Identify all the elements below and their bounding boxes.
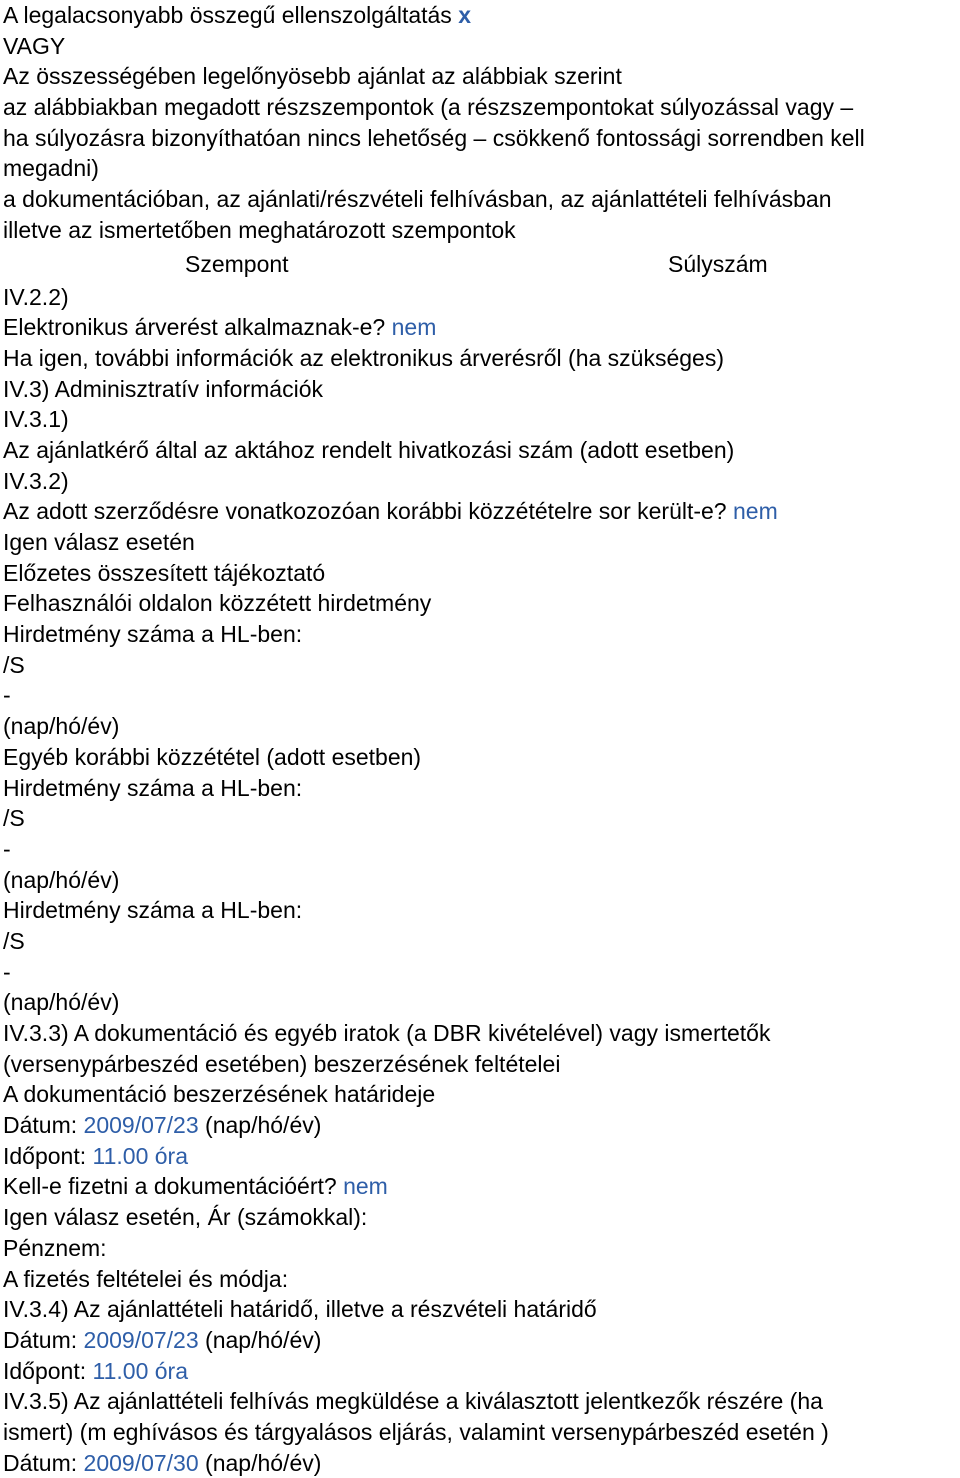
criteria-table-header bbox=[3, 246, 960, 282]
lowest-price-mark: x bbox=[458, 2, 471, 28]
documents-time-value: 11.00 óra bbox=[92, 1142, 189, 1169]
prev-section: IV.3.2) bbox=[3, 467, 69, 494]
notice-number-3: Hirdetmény száma a HL-ben: bbox=[3, 897, 303, 924]
pin-line: Előzetes összesített tájékoztató bbox=[3, 559, 326, 586]
documents-pay-question: Kell-e fizetni a dokumentációért? bbox=[3, 1173, 337, 1200]
tender-time-value: 11.00 óra bbox=[92, 1357, 189, 1384]
weight-column-header: Súlyszám bbox=[668, 250, 768, 277]
admin-heading: IV.3) Adminisztratív információk bbox=[3, 375, 323, 402]
tender-deadline-section: IV.3.4) Az ajánlattételi határidő, illetve a részvételi határidő bbox=[3, 1296, 597, 1323]
date-format-3: (nap/hó/év) bbox=[3, 989, 120, 1016]
documents-section-line-1: IV.3.3) A dokumentáció és egyéb iratok (a DBR kivételével) vagy ismertetők bbox=[3, 1020, 771, 1046]
documents-pay-answer: nem bbox=[343, 1173, 388, 1200]
tender-date-label: Dátum: bbox=[3, 1326, 78, 1353]
tender-date-format: (nap/hó/év) bbox=[205, 1326, 322, 1353]
documents-payment-terms: A fizetés feltételei és módja: bbox=[3, 1265, 289, 1292]
invitation-date-format: (nap/hó/év) bbox=[205, 1449, 322, 1476]
slash-s-2: /S bbox=[3, 805, 25, 832]
date-format-1: (nap/hó/év) bbox=[3, 713, 120, 740]
tender-time-line bbox=[3, 1356, 960, 1387]
buyer-profile-line: Felhasználói oldalon közzétett hirdetmény bbox=[3, 590, 432, 617]
prev-answer: nem bbox=[733, 498, 778, 525]
slash-s-3: /S bbox=[3, 927, 25, 954]
tender-date-value: 2009/07/23 bbox=[83, 1326, 199, 1353]
documents-date-label: Dátum: bbox=[3, 1112, 78, 1139]
notice-number-2: Hirdetmény száma a HL-ben: bbox=[3, 774, 303, 801]
ref-section: IV.3.1) bbox=[3, 406, 69, 433]
documents-date-value: 2009/07/23 bbox=[83, 1112, 199, 1139]
if-yes: Igen válasz esetén bbox=[3, 529, 195, 555]
notice-number-1: Hirdetmény száma a HL-ben: bbox=[3, 621, 303, 648]
ref-text: Az ajánlatkérő által az aktához rendelt hivatkozási szám (adott esetben) bbox=[3, 436, 735, 463]
dash-3: - bbox=[3, 958, 11, 985]
date-format-2: (nap/hó/év) bbox=[3, 866, 120, 893]
mea-intro: Az összességében legelőnyösebb ajánlat az alábbiak szerint bbox=[3, 63, 622, 90]
dash-1: - bbox=[3, 682, 11, 709]
auction-question-line bbox=[3, 312, 960, 343]
docs-line-2: illetve az ismertetőben meghatározott szempontok bbox=[3, 216, 516, 243]
subcriteria-line-1: az alábbiakban megadott részszempontok (a részszempontokat súlyozással vagy – bbox=[3, 94, 854, 121]
subcriteria-line-2: ha súlyozásra bizonyíthatóan nincs lehetőség – csökkenő fontossági sorrendben kell bbox=[3, 124, 865, 151]
invitation-date-line bbox=[3, 1448, 960, 1478]
documents-date-line bbox=[3, 1110, 960, 1141]
or-line: VAGY bbox=[3, 32, 66, 59]
other-prev-publication: Egyéb korábbi közzététel (adott esetben) bbox=[3, 743, 422, 770]
documents-currency-label: Pénznem: bbox=[3, 1234, 107, 1261]
docs-line-1: a dokumentációban, az ajánlati/részvételi felhívásban, az ajánlattételi felhívásban bbox=[3, 186, 832, 213]
auction-question: Elektronikus árverést alkalmaznak-e? bbox=[3, 314, 386, 341]
documents-time-line bbox=[3, 1141, 960, 1172]
auction-more-info: Ha igen, további információk az elektronikus árverésről (ha szükséges) bbox=[3, 344, 724, 371]
dash-2: - bbox=[3, 835, 11, 862]
tender-time-label: Időpont: bbox=[3, 1357, 87, 1384]
lowest-price-text: A legalacsonyabb összegű ellenszolgáltatás bbox=[3, 2, 452, 28]
tender-date-line bbox=[3, 1325, 960, 1356]
slash-s-1: /S bbox=[3, 651, 25, 678]
documents-deadline-label: A dokumentáció beszerzésének határideje bbox=[3, 1081, 436, 1108]
invitation-date-value: 2009/07/30 bbox=[83, 1449, 199, 1476]
criterion-column-header: Szempont bbox=[185, 250, 289, 277]
invitation-section-line-1: IV.3.5) Az ajánlattételi felhívás megküldése a kiválasztott jelentkezők részére (ha bbox=[3, 1388, 823, 1415]
subcriteria-line-3: megadni) bbox=[3, 155, 99, 182]
prev-question-line bbox=[3, 496, 960, 527]
documents-section-line-2: (versenypárbeszéd esetében) beszerzésének feltételei bbox=[3, 1050, 561, 1077]
documents-pay-line bbox=[3, 1171, 960, 1202]
documents-price-label: Igen válasz esetén, Ár (számokkal): bbox=[3, 1204, 368, 1231]
prev-question: Az adott szerződésre vonatkozozóan korábbi közzétételre sor került-e? bbox=[3, 498, 727, 525]
lowest-price-line bbox=[3, 0, 960, 31]
auction-section: IV.2.2) bbox=[3, 283, 69, 310]
documents-date-format: (nap/hó/év) bbox=[205, 1112, 322, 1139]
documents-time-label: Időpont: bbox=[3, 1142, 87, 1169]
invitation-date-label: Dátum: bbox=[3, 1449, 78, 1476]
auction-answer: nem bbox=[391, 314, 437, 341]
invitation-section-line-2: ismert) (m eghívásos és tárgyalásos eljárás, valamint versenypárbeszéd esetén ) bbox=[3, 1418, 829, 1445]
